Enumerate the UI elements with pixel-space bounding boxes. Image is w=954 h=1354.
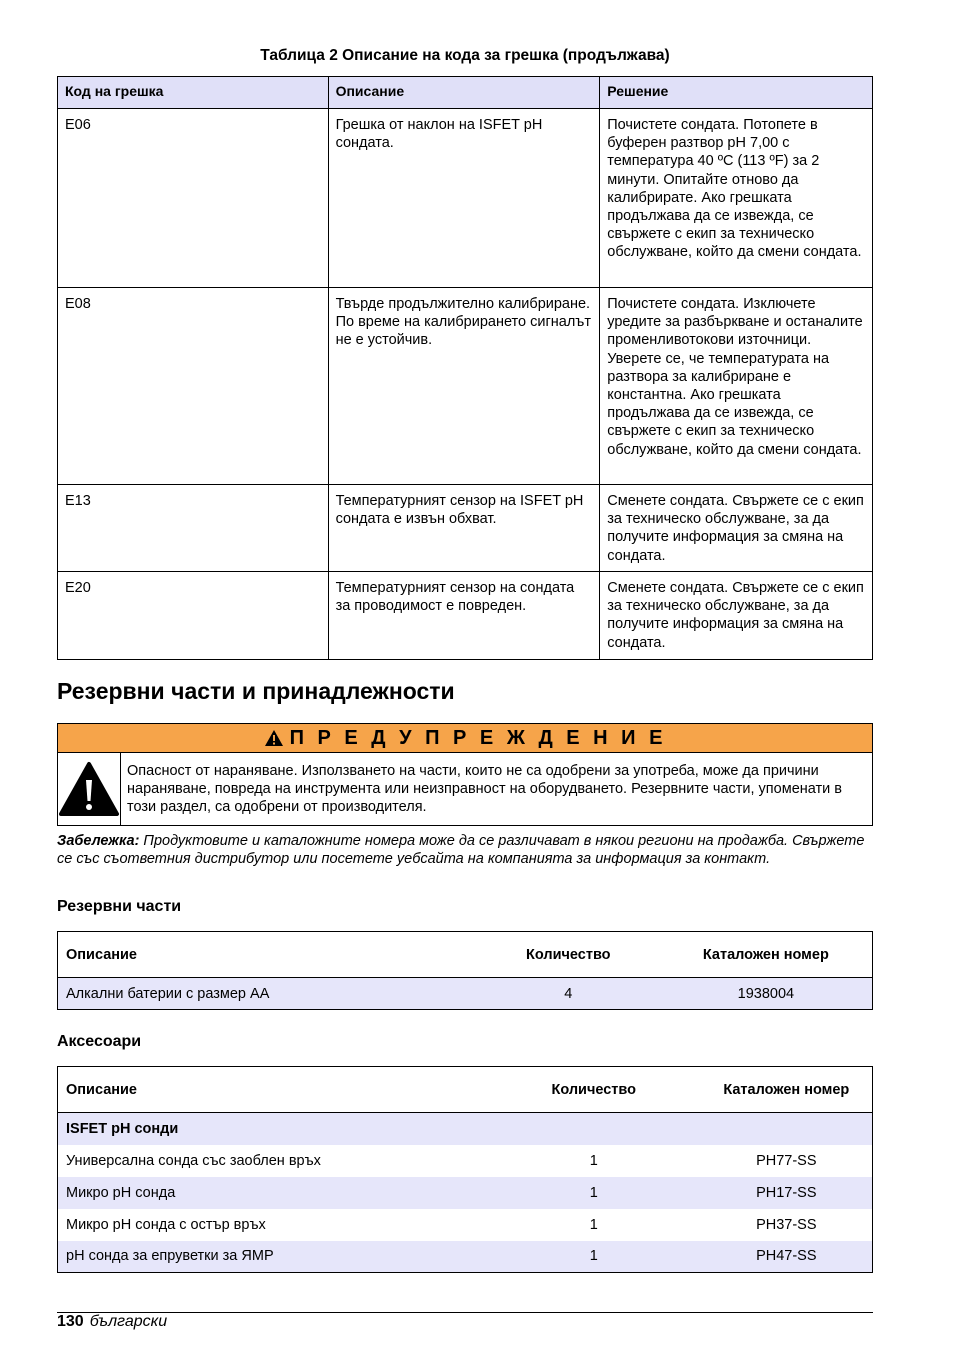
- accessory-quantity: 1: [589, 1248, 598, 1265]
- table-caption: Таблица 2 Описание на кода за грешка (продължава): [260, 47, 670, 64]
- error-solution: Сменете сондата. Свържете се с екип за техническо обслужване, за да получите информация за смяна на сондата.: [600, 572, 873, 660]
- accessory-quantity: 1: [589, 1216, 598, 1233]
- warning-box: [57, 723, 873, 826]
- error-solution: Почистете сондата. Потопете в буферен разтвор pH 7,00 с температура 40 ºC (113 ºF) за 2 минути. Опитайте отново да калибрирате. Ако грешката продължава да се извежда, се свържете с екип за техническо обслужване, който да смени сондата.: [600, 109, 873, 288]
- error-code-table: [57, 76, 873, 660]
- accessory-quantity: 1: [589, 1152, 598, 1169]
- table-row: [58, 1145, 873, 1177]
- error-code: E20: [58, 572, 329, 660]
- warning-header: [58, 724, 872, 753]
- accessory-catalog: PH77-SS: [756, 1152, 817, 1169]
- error-description: Грешка от наклон на ISFET pH сондата.: [328, 109, 600, 288]
- accessory-catalog: PH37-SS: [756, 1216, 817, 1233]
- warning-body: [58, 753, 872, 825]
- header-catalog: Каталожен номер: [701, 1067, 873, 1113]
- table-row: [58, 1177, 873, 1209]
- warning-text: Опасност от нараняване. Използването на части, които не са одобрени за употреба, може да причини нараняване, повреда на инструмента или неизправност на оборудването. Резервните части, упоменати в този раздел, са одобрени от производителя.: [127, 763, 842, 815]
- error-solution: Почистете сондата. Изключете уредите за разбъркване и останалите променливотокови източници. Уверете се, че температурата на разтвора за калибриране е константна. Ако грешката продължава да се извежда, се свържете с екип за техническо обслужване, който да смени сондата.: [600, 288, 873, 485]
- accessory-description: Микро pH сонда с остър връх: [66, 1216, 266, 1233]
- table-header-row: [58, 1067, 873, 1113]
- table-row: [58, 485, 873, 572]
- accessory-catalog: PH47-SS: [756, 1248, 817, 1265]
- table-row: [58, 978, 873, 1010]
- table-row: [58, 1241, 873, 1273]
- error-code: E08: [58, 288, 329, 485]
- part-catalog: 1938004: [737, 985, 795, 1002]
- header-description: Описание: [58, 932, 477, 978]
- part-description: Алкални батерии с размер АА: [66, 985, 270, 1002]
- warning-triangle-icon: [264, 729, 284, 747]
- note-text: Продуктовите и каталожните номера може да се различават в някои региони на продажба. Свържете се със съответния дистрибутор или посетете уебсайта на компанията за информация за контакт.: [57, 833, 865, 868]
- section-title: Резервни части и принадлежности: [57, 678, 455, 704]
- spare-parts-title: Резервни части: [57, 898, 182, 915]
- table-row: [58, 288, 873, 485]
- error-description: Твърде продължително калибриране. По време на калибрирането сигналът не е устойчив.: [328, 288, 600, 485]
- header-quantity: Количество: [477, 932, 660, 978]
- group-row: [58, 1113, 873, 1145]
- group-label: ISFET pH сонди: [58, 1113, 873, 1145]
- header-quantity: Количество: [487, 1067, 701, 1113]
- header-catalog: Каталожен номер: [660, 932, 873, 978]
- header-description: Описание: [328, 77, 600, 109]
- part-quantity: 4: [564, 985, 573, 1002]
- spare-parts-table: [57, 931, 873, 1010]
- header-solution: Решение: [600, 77, 873, 109]
- table-row: [58, 109, 873, 288]
- header-code: Код на грешка: [58, 77, 329, 109]
- page-footer: [57, 1313, 167, 1331]
- table-header-row: [58, 932, 873, 978]
- note: [57, 832, 873, 869]
- table-row: [58, 572, 873, 660]
- error-code: E13: [58, 485, 329, 572]
- accessory-quantity: 1: [589, 1184, 598, 1201]
- error-code: E06: [58, 109, 329, 288]
- accessory-description: Универсална сонда със заоблен връх: [66, 1152, 321, 1169]
- accessory-description: Микро pH сонда: [66, 1184, 176, 1201]
- accessory-description: pH сонда за епруветки за ЯМР: [66, 1248, 274, 1265]
- error-description: Температурният сензор на ISFET pH сондата е извън обхват.: [328, 485, 600, 572]
- warning-title: П Р Е Д У П Р Е Ж Д Е Н И Е: [289, 726, 667, 749]
- warning-icon-cell: [58, 753, 121, 825]
- accessories-table: [57, 1066, 873, 1273]
- table-row: [58, 1209, 873, 1241]
- note-label: Забележка:: [57, 833, 140, 849]
- table-header-row: [58, 77, 873, 109]
- accessories-title: Аксесоари: [57, 1033, 142, 1050]
- footer-divider: [57, 1312, 873, 1313]
- page-number: 130: [57, 1313, 84, 1330]
- error-solution: Сменете сондата. Свържете се с екип за техническо обслужване, за да получите информация за смяна на сондата.: [600, 485, 873, 572]
- footer-language: български: [89, 1313, 168, 1330]
- error-description: Температурният сензор на сондата за проводимост е повреден.: [328, 572, 600, 660]
- accessory-catalog: PH17-SS: [756, 1184, 817, 1201]
- warning-large-icon: [58, 761, 120, 817]
- header-description: Описание: [58, 1067, 487, 1113]
